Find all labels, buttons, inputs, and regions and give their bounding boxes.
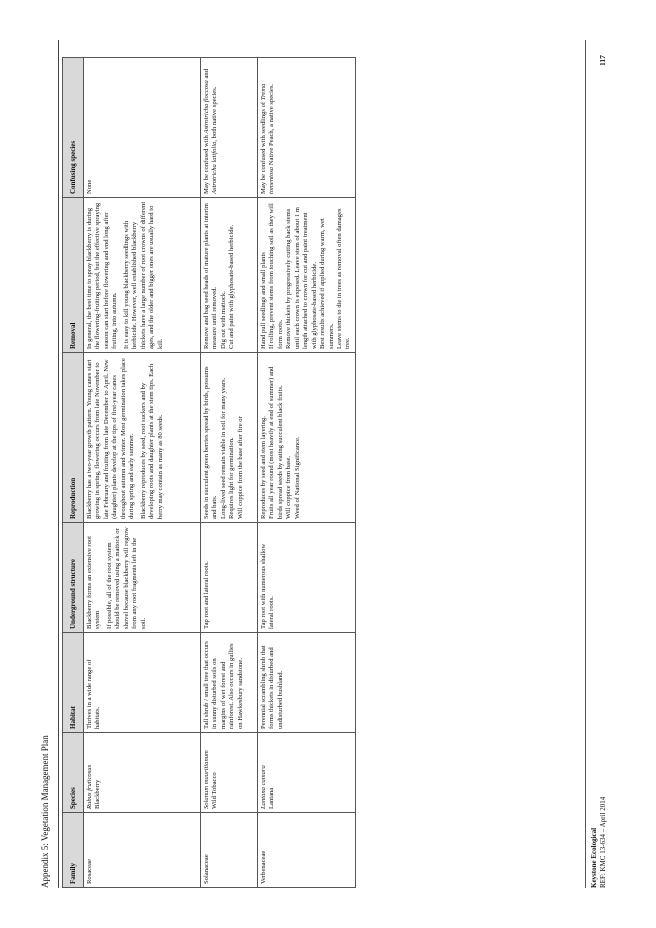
reproduction-para: Blackberry has a two-year growth pattern. Young canes start growing in spring, flowering occurs from late November to late February and fruiting from late December to April. New (daughter) plants develop at the tips of first-year canes throughout autumn and winter. Most germination takes place during spring and early summer.	[86, 358, 136, 519]
col-species: Species	[63, 733, 84, 813]
table-header-row	[63, 58, 84, 888]
underground-para: Blackberry forms an extensive root system	[86, 535, 102, 629]
reproduction-line: Requires light for germination.	[228, 437, 236, 519]
removal-cell	[201, 198, 258, 353]
family-cell: Verbenaceae	[258, 813, 356, 888]
reproduction-line: Reproduces by seed and stem layering.	[260, 416, 267, 519]
rotated-page	[40, 40, 610, 888]
underground-cell	[258, 523, 356, 633]
habitat-cell: Perennial scrambling shrub that forms thickets in disturbed and undisturbed bushland.	[258, 633, 356, 733]
confusing-latin: Astrotricha floccosa	[203, 80, 210, 134]
reproduction-line: Will coppice from the base after fire or	[236, 416, 244, 519]
confusing-cell: None	[84, 58, 201, 198]
underground-para: Tap root and lateral roots.	[203, 561, 210, 629]
removal-line: Cut and paint with glyphosate-based herbicide.	[228, 224, 236, 349]
confusing-cell	[201, 58, 258, 198]
footer	[590, 797, 608, 888]
species-latin: Lantana camara	[260, 765, 267, 809]
appendix-header: Appendix 5: Vegetation Management Plan	[40, 735, 50, 888]
species-common: Blackberry	[94, 779, 102, 809]
footer-company: Keystone Ecological	[590, 827, 598, 888]
confusing-text: , both native species.	[211, 86, 219, 142]
confusing-text: May be confused with seedlings of	[260, 100, 267, 194]
header-rule	[58, 40, 59, 888]
confusing-cell	[258, 58, 356, 198]
species-cell	[258, 733, 356, 813]
reproduction-line: Seeds in succulent green berries spread by birds, possums and bats.	[203, 366, 219, 519]
reproduction-line: Fruits all year round (most heavily at end of summer) and birds spread seeds by eating succulent black fruits.	[268, 366, 284, 519]
species-common: Wild Tobacco	[211, 772, 219, 809]
removal-para: In general, the best time to spray blackberry is during the flowering-fruiting period, but the effective spraying season can start before flowering and end long after fruiting, into autumn.	[86, 202, 119, 349]
reproduction-line: Will coppice from base.	[285, 455, 293, 519]
removal-line: Best results achieved if applied during warm, wet summers.	[319, 218, 335, 349]
removal-para: It is easy to kill young blackberry seedlings with herbicide. However, well established blackberry thickets have a large number of root crowns of different ages, and the older and bigger ones are usually hard to kill.	[122, 201, 164, 349]
removal-line: If rolling, prevent stems from touching soil as they will form roots.	[268, 203, 284, 349]
footer-ref: REF: KMC 13-634 – April 2014	[598, 796, 607, 888]
underground-para: Tap root with numerous shallow lateral roots.	[260, 543, 276, 629]
reproduction-cell	[201, 353, 258, 523]
page-number: 117	[598, 55, 607, 66]
removal-line: Remove and bag seed heads of mature plants at interim measure until removed.	[203, 203, 219, 349]
species-cell	[84, 733, 201, 813]
species-cell	[201, 733, 258, 813]
confusing-latin: Trema tomentosa	[260, 83, 276, 194]
col-underground: Underground structure	[63, 523, 84, 633]
removal-cell	[258, 198, 356, 353]
col-removal: Removal	[63, 198, 84, 353]
col-reproduction: Reproduction	[63, 353, 84, 523]
removal-cell	[84, 198, 201, 353]
removal-line: Hand pull seedlings and small plants	[260, 252, 267, 349]
habitat-cell: Tall shrub / small tree that occurs in sunny disturbed soils on margins of wet forest and rainforest. Also occurs in gullies on Hawkesbury sandstone.	[201, 633, 258, 733]
col-family: Family	[63, 813, 84, 888]
underground-cell	[84, 523, 201, 633]
reproduction-line: Weed of National Significance.	[293, 436, 301, 519]
removal-line: Leave stems to die in trees as removal often damages tree.	[335, 208, 352, 349]
reproduction-line: Long-lived seed remain viable in soil for many years.	[219, 377, 227, 519]
confusing-text: May be confused with	[203, 133, 210, 194]
reproduction-cell	[258, 353, 356, 523]
underground-cell	[201, 523, 258, 633]
family-cell: Solanaceae	[201, 813, 258, 888]
confusing-text: Native Peach, a native species.	[268, 83, 276, 167]
reproduction-cell	[84, 353, 201, 523]
col-habitat: Habitat	[63, 633, 84, 733]
habitat-cell: Thrives in a wide range of habitats.	[84, 633, 201, 733]
underground-para: If possible, all of the root system should be removed using a mattock or shovel because blackberry will regrow from any root fragments left in the soil.	[105, 527, 147, 629]
confusing-text: and	[203, 68, 210, 81]
species-latin: Solanum mauritianum	[203, 750, 210, 809]
table-row	[258, 58, 356, 888]
removal-line: Remove thickets by progressively cutting back stems until each crown is exposed. Leave stem of about 1 m length attached to crown for cut and paint treatment with glyphosate-based herbicide.	[285, 207, 318, 349]
family-cell: Rosaceae	[84, 813, 201, 888]
species-common: Lantana	[268, 787, 276, 809]
table-row	[201, 58, 258, 888]
footer-rule	[585, 40, 586, 888]
species-latin: Rubus fruticosus	[86, 764, 93, 809]
reproduction-para: Blackberry reproduces by seed, root suckers and by developing roots and daughter plants at the stem tips. Each berry may contain as many as 80 seeds.	[139, 363, 164, 519]
vegetation-table	[62, 57, 356, 888]
col-confusing: Confusing species	[63, 58, 84, 198]
table-row	[84, 58, 201, 888]
confusing-latin: Astrotricha latifolia	[211, 141, 219, 194]
removal-line: Dig out with mattock.	[219, 291, 227, 349]
